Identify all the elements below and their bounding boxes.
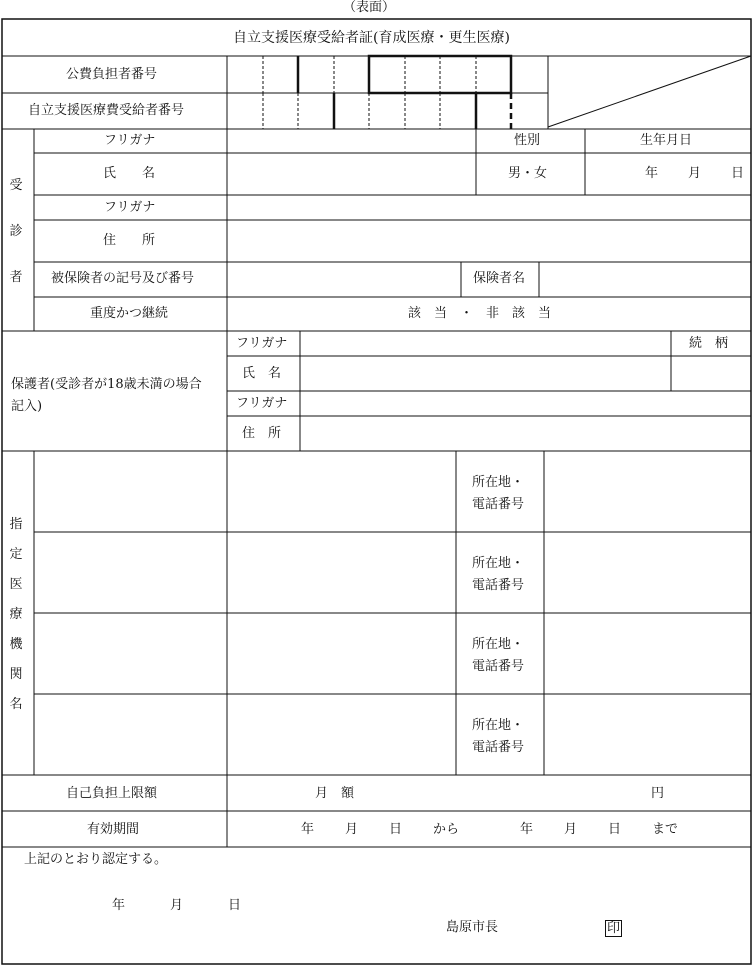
validity-start-year: 年: [301, 822, 315, 837]
phone-line: 電話番号: [472, 740, 525, 755]
validity-end-day: 日: [608, 822, 622, 837]
institution-section-char: 療: [9, 607, 23, 622]
insured-number-label: 被保険者の記号及び番号: [51, 271, 195, 286]
issuer-name: 島原市長: [446, 920, 499, 935]
guardian-name-label: 氏 名: [242, 366, 282, 381]
yen-unit: 円: [651, 786, 665, 801]
guardian-address-label: 住 所: [242, 426, 282, 441]
guardian-label-line: 記入): [11, 399, 43, 414]
insurer-name-label: 保険者名: [473, 271, 526, 286]
patient-section-char: 受: [9, 178, 23, 193]
certification-statement: 上記のとおり認定する。: [24, 852, 168, 867]
sex-options: 男・女: [508, 166, 548, 181]
form-title: 自立支援医療受給者証(育成医療・更生医療): [233, 30, 510, 46]
recipient-number-label: 自立支援医療費受給者番号: [28, 103, 185, 118]
guardian-address-furigana-label: フリガナ: [236, 396, 288, 411]
patient-address-label: 住 所: [103, 233, 156, 248]
monthly-amount-label: 月 額: [315, 786, 355, 801]
phone-line: 電話番号: [472, 578, 525, 593]
birth-month-unit: 月: [688, 166, 702, 181]
guardian-relation-label: 続 柄: [689, 336, 729, 351]
institution-section-char: 医: [9, 577, 23, 592]
severe-continuing-options: 該 当 ・ 非 該 当: [408, 306, 552, 321]
location-line: 所在地・: [472, 637, 525, 652]
patient-section-label: [6, 178, 26, 286]
issue-month-unit: 月: [170, 898, 184, 913]
institution-section-char: 関: [9, 667, 23, 682]
institution-section-char: 名: [9, 697, 23, 712]
severe-continuing-label: 重度かつ継続: [90, 306, 169, 321]
location-line: 所在地・: [472, 718, 525, 733]
phone-line: 電話番号: [472, 497, 525, 512]
institution-section-label: [6, 517, 26, 713]
patient-section-char: 診: [9, 224, 23, 239]
birth-day-unit: 日: [731, 166, 745, 181]
guardian-label: [11, 374, 202, 418]
institution-section-char: 定: [9, 547, 23, 562]
guardian-furigana-label: フリガナ: [236, 336, 288, 351]
location-line: 所在地・: [472, 475, 525, 490]
seal-stamp-box: 印: [607, 921, 621, 936]
birth-date-label: 生年月日: [640, 133, 693, 148]
location-line: 所在地・: [472, 556, 525, 571]
face-header: （表面）: [343, 0, 396, 15]
issue-day-unit: 日: [228, 898, 242, 913]
copay-limit-label: 自己負担上限額: [66, 786, 158, 801]
validity-from: から: [433, 822, 460, 837]
guardian-label-line: 保護者(受診者が18歳未満の場合: [11, 377, 202, 392]
sex-label: 性別: [514, 133, 541, 148]
phone-line: 電話番号: [472, 659, 525, 674]
patient-section-char: 者: [9, 270, 23, 285]
institution-location-label: [472, 472, 524, 516]
institution-location-label: [472, 715, 524, 759]
validity-start-month: 月: [345, 822, 359, 837]
institution-location-label: [472, 553, 524, 597]
patient-name-label: 氏 名: [103, 166, 156, 181]
patient-furigana-label: フリガナ: [104, 133, 156, 148]
payer-number-label: 公費負担者番号: [66, 67, 158, 82]
institution-section-char: 指: [9, 517, 23, 532]
validity-end-month: 月: [564, 822, 578, 837]
validity-end-year: 年: [520, 822, 534, 837]
validity-label: 有効期間: [87, 822, 140, 837]
issue-year-unit: 年: [112, 898, 126, 913]
validity-start-day: 日: [389, 822, 403, 837]
institution-location-label: [472, 634, 524, 678]
address-furigana-label: フリガナ: [104, 200, 156, 215]
validity-until: まで: [652, 822, 679, 837]
birth-year-unit: 年: [645, 166, 659, 181]
institution-section-char: 機: [9, 637, 23, 652]
